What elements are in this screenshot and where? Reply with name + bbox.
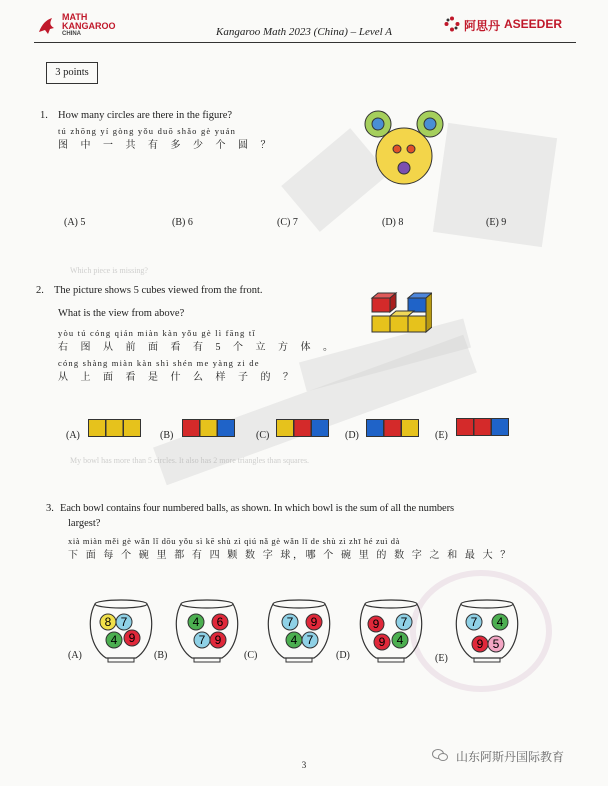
q3-a-ball-1-label: 8 xyxy=(104,615,112,629)
header-divider xyxy=(34,42,576,43)
q2-b-cell-3 xyxy=(218,420,235,437)
q2-cubes-front-view xyxy=(368,292,432,336)
q3-bowl-e[interactable] xyxy=(452,598,522,664)
q3-b-ball-1-label: 4 xyxy=(192,615,200,629)
logo-line-3: CHINA xyxy=(62,31,81,37)
q2-e-cell-1 xyxy=(457,419,474,436)
aseeder-logo-cn: 阿思丹 xyxy=(464,19,501,33)
q1-text: How many circles are there in the figure? xyxy=(58,110,233,121)
q3-e-ball-2-label: 4 xyxy=(496,615,504,629)
q2-e-cell-3 xyxy=(492,419,509,436)
aseeder-logo xyxy=(444,16,584,36)
q2-text-2: What is the view from above? xyxy=(58,308,185,319)
q2-d-cell-3 xyxy=(402,420,419,437)
q3-c-ball-2-label: 9 xyxy=(310,615,318,629)
q1-pinyin: tú zhōng yí gòng yǒu duō shǎo gè yuán xyxy=(58,126,237,136)
q2-e-cell-2 xyxy=(474,419,491,436)
q2-option-e[interactable]: (E) xyxy=(435,430,448,441)
q3-b-ball-3-label: 7 xyxy=(198,633,206,647)
logo-line-2: KANGAROO xyxy=(62,21,116,31)
q3-c-ball-1-label: 7 xyxy=(286,615,294,629)
q3-d-ball-4-label: 4 xyxy=(396,633,404,647)
q2-option-c-strip xyxy=(276,419,330,437)
q1-option-e[interactable]: (E) 9 xyxy=(486,217,507,228)
page-header-title: Kangaroo Math 2023 (China) – Level A xyxy=(216,26,392,38)
q2-c-cell-1 xyxy=(277,420,294,437)
page-number: 3 xyxy=(301,760,307,770)
q2-option-a[interactable]: (A) xyxy=(66,430,80,441)
q2-option-e-view[interactable] xyxy=(456,418,510,441)
aseeder-logo-en: ASEEDER xyxy=(504,17,563,31)
q2-hanzi-2: 从 上 面 看 是 什 么 样 子 的 ？ xyxy=(58,372,298,383)
q2-b-cell-1 xyxy=(183,420,200,437)
q3-e-ball-1-label: 7 xyxy=(470,615,478,629)
q2-option-b-strip xyxy=(182,419,236,437)
q2-pinyin-2: cóng shàng miàn kàn shì shén me yàng zi de xyxy=(58,358,260,368)
q2-a-cell-1 xyxy=(89,420,106,437)
q3-d-ball-3-label: 9 xyxy=(378,635,386,649)
q3-d-ball-2-label: 7 xyxy=(400,615,408,629)
q1-number: 1. xyxy=(40,110,48,121)
q3-e-ball-4-label: 5 xyxy=(492,637,500,651)
q2-a-cell-2 xyxy=(106,420,123,437)
q2-option-a-view[interactable] xyxy=(88,419,142,442)
q2-option-d-strip xyxy=(366,419,420,437)
q3-a-ball-2-label: 7 xyxy=(120,615,128,629)
q2-a-cell-3 xyxy=(124,420,141,437)
q3-bowl-a[interactable] xyxy=(86,598,156,664)
q3-option-a[interactable]: (A) xyxy=(68,650,82,661)
q1-option-d[interactable]: (D) 8 xyxy=(382,217,404,228)
q3-b-ball-4-label: 9 xyxy=(214,633,222,647)
q3-bowl-d[interactable] xyxy=(356,598,426,664)
q3-hanzi: 下 面 每 个 碗 里 都 有 四 颗 数 字 球，哪 个 碗 里 的 数 字 之 和 最 大 ？ xyxy=(68,550,513,561)
q3-a-ball-4-label: 9 xyxy=(128,631,136,645)
q1-option-b[interactable]: (B) 6 xyxy=(172,217,193,228)
q2-option-a-strip xyxy=(88,419,142,437)
aseeder-mark-icon xyxy=(444,16,460,32)
q2-option-b[interactable]: (B) xyxy=(160,430,174,441)
q2-text: The picture shows 5 cubes viewed from the front. xyxy=(54,285,263,296)
q3-bowl-b[interactable] xyxy=(172,598,242,664)
q2-option-c[interactable]: (C) xyxy=(256,430,270,441)
q3-option-e[interactable]: (E) xyxy=(435,653,448,664)
q2-option-e-strip xyxy=(456,418,510,436)
q1-hanzi: 图 中 一 共 有 多 少 个 圆 ？ xyxy=(58,140,276,151)
q2-pinyin: yòu tú cóng qián miàn kàn yǒu gè lì fāng tǐ xyxy=(58,328,256,338)
bleed-shape-1 xyxy=(433,123,557,247)
q3-e-ball-3-label: 9 xyxy=(476,637,484,651)
q3-option-b[interactable]: (B) xyxy=(154,650,168,661)
logo-line-1: MATH xyxy=(62,12,88,22)
q2-option-d-view[interactable] xyxy=(366,419,420,442)
q3-c-ball-3-label: 4 xyxy=(290,633,298,647)
q2-option-c-view[interactable] xyxy=(276,419,330,442)
q3-text-2: largest? xyxy=(68,518,101,529)
q3-bowl-c[interactable] xyxy=(264,598,334,664)
bleed-text-1: My bowl has more than 5 circles. It also has 2 more triangles than squares. xyxy=(70,456,310,465)
q2-option-b-view[interactable] xyxy=(182,419,236,442)
q2-b-cell-2 xyxy=(200,420,217,437)
wechat-icon xyxy=(432,748,448,762)
q3-d-ball-1-label: 9 xyxy=(372,617,380,631)
q1-bear-figure xyxy=(360,108,450,188)
q2-c-cell-2 xyxy=(294,420,311,437)
q3-b-ball-2-label: 6 xyxy=(216,615,224,629)
q1-option-a[interactable]: (A) 5 xyxy=(64,217,86,228)
q1-option-c[interactable]: (C) 7 xyxy=(277,217,298,228)
q2-option-d[interactable]: (D) xyxy=(345,430,359,441)
q2-d-cell-2 xyxy=(384,420,401,437)
q2-hanzi: 右 图 从 前 面 看 有 5 个 立 方 体 。 xyxy=(58,342,338,353)
bleed-text-2: Which piece is missing? xyxy=(70,266,148,275)
q3-option-c[interactable]: (C) xyxy=(244,650,258,661)
footer-brand: 山东阿斯丹国际教育 xyxy=(456,750,565,764)
points-label-box: 3 points xyxy=(46,62,98,84)
q2-c-cell-3 xyxy=(312,420,329,437)
q2-number: 2. xyxy=(36,285,44,296)
q3-a-ball-3-label: 4 xyxy=(110,633,118,647)
q3-number: 3. xyxy=(46,503,54,514)
q3-option-d[interactable]: (D) xyxy=(336,650,350,661)
q2-d-cell-1 xyxy=(367,420,384,437)
q3-c-ball-4-label: 7 xyxy=(306,633,314,647)
q3-pinyin: xià miàn měi gè wǎn lǐ dōu yǒu sì kē shù zì qiú nǎ gè wǎn lǐ de shù zì zhī hé zuì dà xyxy=(68,536,401,546)
q3-text: Each bowl contains four numbered balls, as shown. In which bowl is the sum of all the numbers xyxy=(60,503,454,514)
